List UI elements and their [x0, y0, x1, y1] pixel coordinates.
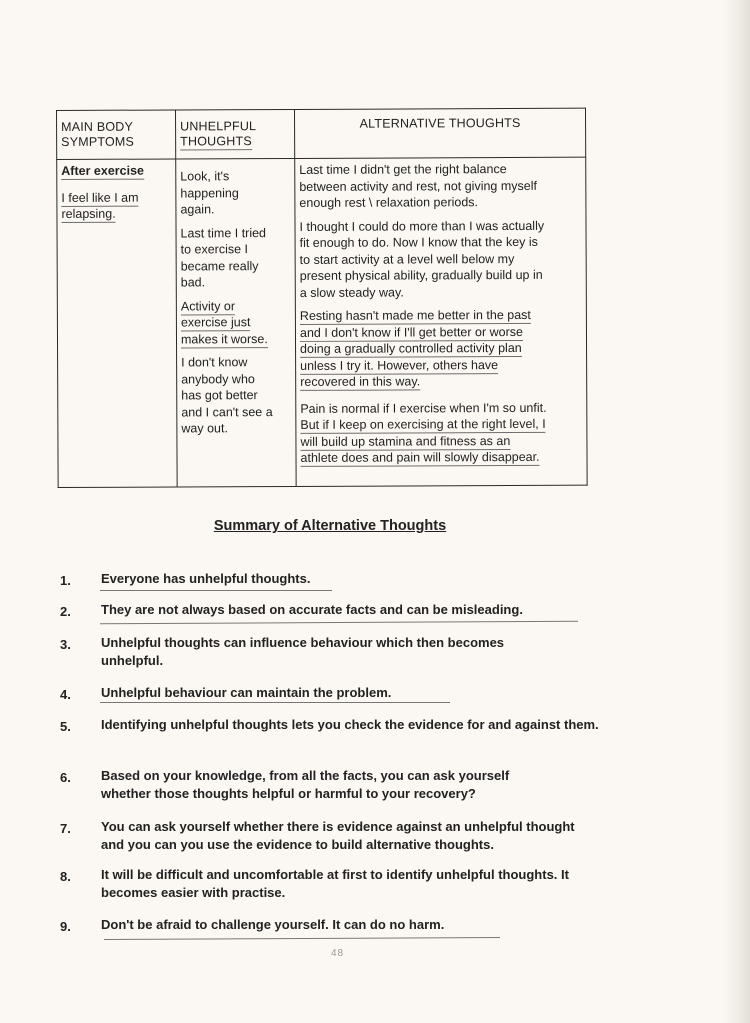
alternative-thought — [300, 399, 582, 466]
page-edge-shadow — [722, 0, 750, 1023]
thoughts-table — [56, 108, 588, 488]
table-header-row — [57, 108, 586, 159]
alt-line: Pain is normal if I exercise when I'm so unfit. — [300, 400, 547, 416]
alt-line: recovered in this way. — [300, 374, 421, 389]
thought-line: happening — [180, 185, 239, 200]
symptom-text: relapsing. — [61, 206, 116, 221]
alt-line: fit enough to do. Now I know that the key is — [299, 234, 538, 250]
header-alternative-thoughts — [294, 108, 585, 158]
unhelpful-thought — [181, 354, 291, 437]
thought-line: Last time I tried — [180, 225, 267, 240]
header-text: SYMPTOMS — [61, 134, 135, 149]
alt-line: doing a gradually controlled activity plan — [300, 340, 522, 356]
alt-line: Resting hasn't made me better in the past — [299, 307, 531, 323]
alt-line: unless I try it. However, others have — [300, 357, 499, 373]
alt-line: I thought I could do more than I was actually — [299, 218, 545, 234]
pen-underline — [100, 702, 450, 703]
alternative-thoughts-cell — [295, 157, 587, 486]
thought-line: Look, it's — [180, 169, 230, 184]
unhelpful-thought — [180, 162, 290, 218]
header-text: UNHELPFUL — [180, 119, 257, 134]
item-number: 4. — [60, 687, 71, 702]
alt-line: between activity and rest, not giving myself — [299, 178, 537, 194]
header-text: THOUGHTS — [180, 134, 252, 149]
alternative-thought — [299, 161, 581, 212]
thought-line: makes it worse. — [180, 331, 268, 346]
header-main-body-symptoms — [57, 110, 176, 160]
alt-line: a slow steady way. — [299, 284, 404, 300]
summary-title: Summary of Alternative Thoughts — [213, 518, 447, 534]
item-number: 7. — [60, 821, 71, 836]
alt-line: and I don't know if I'll get better or worse — [299, 324, 523, 340]
thought-line: I don't know — [181, 355, 248, 370]
item-text: You can ask yourself whether there is evidence against an unhelpful thought and you can you use the evidence to build alternative thoughts. — [101, 819, 575, 852]
pen-underline — [100, 590, 332, 591]
item-text: Identifying unhelpful thoughts lets you check the evidence for and against them. — [101, 717, 599, 732]
alt-line: Last time I didn't get the right balance — [299, 162, 507, 177]
thought-line: became really — [180, 258, 259, 273]
unhelpful-thought — [181, 297, 291, 347]
unhelpful-thought — [181, 224, 291, 290]
item-number: 2. — [60, 604, 71, 619]
alternative-thought — [300, 307, 582, 391]
alt-line: athlete does and pain will slowly disappear. — [300, 449, 540, 465]
thought-line: to exercise I — [180, 242, 249, 257]
alt-line: present physical ability, gradually build up in — [299, 267, 543, 283]
header-text: MAIN BODY — [61, 119, 134, 134]
alternative-thought — [299, 217, 581, 301]
symptom-heading: After exercise — [61, 163, 144, 178]
header-text: ALTERNATIVE THOUGHTS — [359, 115, 521, 131]
alt-line: But if I keep on exercising at the right level, I — [300, 416, 546, 432]
thought-line: way out. — [181, 421, 228, 436]
thought-line: exercise just — [180, 315, 251, 330]
thought-line: again. — [180, 202, 215, 217]
item-number: 8. — [60, 869, 71, 884]
symptom-text: I feel like I am — [61, 190, 139, 205]
item-number: 5. — [60, 719, 71, 734]
item-number: 9. — [60, 919, 71, 934]
item-number: 6. — [60, 770, 71, 785]
alt-line: will build up stamina and fitness as an — [300, 433, 511, 449]
item-text: Unhelpful behaviour can maintain the problem. — [101, 685, 392, 700]
item-text: Don't be afraid to challenge yourself. It can do no harm. — [101, 917, 445, 932]
thought-line: has got better — [181, 388, 258, 403]
item-text: It will be difficult and uncomfortable at first to identify unhelpful thoughts. It becomes easier with practise. — [101, 867, 569, 900]
thought-line: and I can't see a — [181, 404, 273, 419]
item-text: Based on your knowledge, from all the facts, you can ask yourself whether those thoughts helpful or harmful to your recovery? — [101, 768, 510, 801]
alt-line: to start activity at a level well below my — [299, 251, 515, 267]
table-row — [57, 157, 587, 487]
thought-line: bad. — [180, 275, 206, 290]
item-number: 3. — [60, 637, 71, 652]
item-text: Everyone has unhelpful thoughts. — [101, 571, 311, 586]
item-number: 1. — [60, 573, 71, 588]
pen-underline — [100, 621, 578, 625]
item-text: They are not always based on accurate facts and can be misleading. — [101, 602, 523, 617]
pen-underline — [104, 937, 500, 940]
unhelpful-thoughts-cell — [176, 158, 296, 487]
item-text: Unhelpful thoughts can influence behaviour which then becomes unhelpful. — [101, 635, 505, 668]
thought-line: Activity or — [180, 298, 236, 313]
thought-line: anybody who — [181, 371, 255, 386]
header-unhelpful-thoughts — [176, 109, 295, 159]
page-number: 48 — [331, 948, 345, 959]
alt-line: enough rest \ relaxation periods. — [299, 195, 479, 210]
symptoms-cell — [57, 159, 177, 488]
